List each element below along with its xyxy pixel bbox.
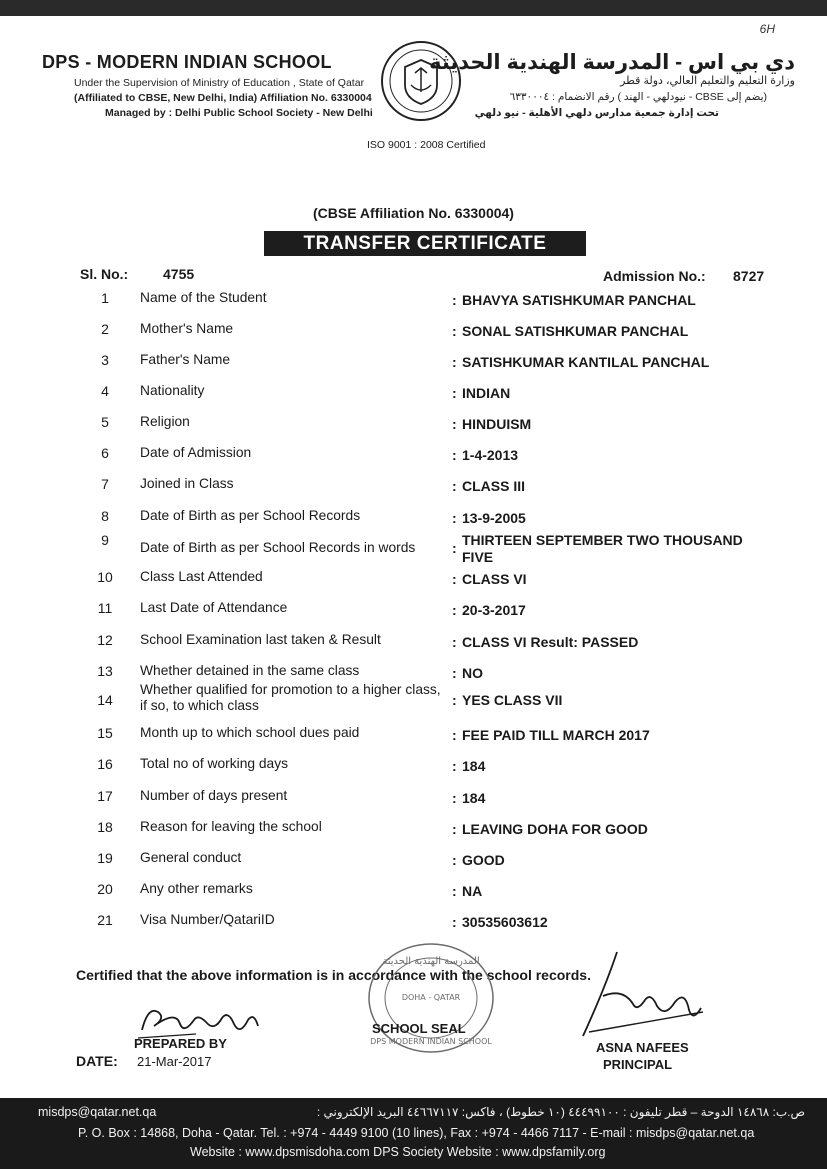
- school-name-arabic: دي بي اس - المدرسة الهندية الحديثة: [429, 51, 795, 74]
- row-number: 16: [97, 756, 113, 772]
- field-label: Visa Number/QatariID: [140, 912, 275, 927]
- table-row: [0, 476, 827, 504]
- table-row: [0, 600, 827, 628]
- table-row: [0, 569, 827, 597]
- admission-number-label: Admission No.:: [603, 268, 706, 284]
- field-separator: :: [452, 883, 457, 899]
- field-value: FEE PAID TILL MARCH 2017: [462, 727, 650, 743]
- principal-signature: [575, 948, 710, 1043]
- field-label: Last Date of Attendance: [140, 600, 288, 615]
- row-number: 7: [101, 476, 109, 492]
- principal-name: ASNA NAFEES: [596, 1040, 689, 1055]
- field-separator: :: [452, 692, 457, 708]
- field-label: Name of the Student: [140, 290, 267, 305]
- field-label: Religion: [140, 414, 190, 429]
- row-number: 15: [97, 725, 113, 741]
- field-separator: :: [452, 602, 457, 618]
- field-label: Number of days present: [140, 788, 288, 803]
- field-separator: :: [452, 478, 457, 494]
- field-separator: :: [452, 852, 457, 868]
- top-dark-band: [0, 0, 827, 16]
- serial-number-value: 4755: [163, 266, 195, 282]
- field-label: Date of Birth as per School Records: [140, 508, 361, 523]
- field-separator: :: [452, 914, 457, 930]
- footer-arabic-address: ص.ب: ١٤٨٦٨ الدوحة – قطر تليفون : ٤٤٤٩٩١٠٠ (١٠ خطوط) ، فاكس: ٤٤٦٦٧١١٧ البريد الإلكتروني :: [316, 1105, 805, 1119]
- row-number: 20: [97, 881, 113, 897]
- seal-school-text: DPS MODERN INDIAN SCHOOL: [370, 1037, 492, 1046]
- serial-number-label: Sl. No.:: [80, 266, 129, 282]
- principal-title: PRINCIPAL: [603, 1057, 673, 1072]
- table-row: [0, 788, 827, 816]
- affiliation-line-arabic: (يضم إلى CBSE - نيودلهي - الهند ) رقم الانضمام : ٦٣٣٠٠٠٤: [509, 91, 767, 103]
- field-label: Father's Name: [140, 352, 231, 367]
- field-label: Whether qualified for promotion to a higher class, if so, to which class: [140, 682, 441, 713]
- table-row: [0, 912, 827, 940]
- field-separator: :: [452, 323, 457, 339]
- row-number: 13: [97, 663, 113, 679]
- table-row: [0, 445, 827, 473]
- field-separator: :: [452, 571, 457, 587]
- row-number: 19: [97, 850, 113, 866]
- iso-certification: ISO 9001 : 2008 Certified: [367, 139, 486, 151]
- row-number: 5: [101, 414, 109, 430]
- table-row: [0, 414, 827, 442]
- field-value: 30535603612: [462, 914, 548, 930]
- row-number: 6: [101, 445, 109, 461]
- row-number: 1: [101, 290, 109, 306]
- row-number: 18: [97, 819, 113, 835]
- field-value: BHAVYA SATISHKUMAR PANCHAL: [462, 292, 696, 308]
- table-row: [0, 532, 827, 565]
- footer-contact-band: [0, 1098, 827, 1169]
- certification-statement: Certified that the above information is in accordance with the school records.: [76, 967, 591, 983]
- prepared-by-label: PREPARED BY: [134, 1036, 227, 1051]
- table-row: [0, 819, 827, 847]
- row-number: 4: [101, 383, 109, 399]
- table-row: [0, 290, 827, 318]
- field-label: Total no of working days: [140, 756, 289, 771]
- school-seal-label: SCHOOL SEAL: [372, 1021, 466, 1036]
- field-separator: :: [452, 665, 457, 681]
- field-value: NO: [462, 665, 483, 681]
- seal-city-text: DOHA - QATAR: [401, 993, 461, 1002]
- document-title: TRANSFER CERTIFICATE: [264, 231, 586, 256]
- row-number: 14: [97, 692, 113, 708]
- managed-by-line: Managed by : Delhi Public School Society - New Delhi: [105, 107, 373, 119]
- date-value: 21-Mar-2017: [137, 1054, 212, 1069]
- field-label: Nationality: [140, 383, 205, 398]
- field-value: CLASS VI: [462, 571, 527, 587]
- row-number: 12: [97, 632, 113, 648]
- row-number: 17: [97, 788, 113, 804]
- school-seal-stamp: [365, 940, 497, 1058]
- supervision-line: Under the Supervision of Ministry of Education , State of Qatar: [74, 77, 365, 89]
- field-separator: :: [452, 292, 457, 308]
- field-value: SONAL SATISHKUMAR PANCHAL: [462, 323, 689, 339]
- row-number: 9: [101, 532, 109, 548]
- table-row: [0, 383, 827, 411]
- field-label: Joined in Class: [140, 476, 234, 491]
- field-label: General conduct: [140, 850, 242, 865]
- table-row: [0, 632, 827, 660]
- field-value: INDIAN: [462, 385, 511, 401]
- date-label: DATE:: [76, 1053, 118, 1069]
- field-separator: :: [452, 634, 457, 650]
- field-value: 1-4-2013: [462, 447, 519, 463]
- table-row: [0, 756, 827, 784]
- field-separator: :: [452, 790, 457, 806]
- field-label: Whether detained in the same class: [140, 663, 360, 678]
- field-separator: :: [452, 385, 457, 401]
- field-value: SATISHKUMAR KANTILAL PANCHAL: [462, 354, 710, 370]
- row-number: 11: [97, 600, 113, 616]
- field-label: Date of Birth as per School Records in words: [140, 540, 416, 555]
- field-label: Class Last Attended: [140, 569, 263, 584]
- table-row: [0, 881, 827, 909]
- cbse-affiliation-title: (CBSE Affiliation No. 6330004): [313, 205, 514, 221]
- field-value: 20-3-2017: [462, 602, 526, 618]
- field-label: School Examination last taken & Result: [140, 632, 381, 647]
- row-number: 8: [101, 508, 109, 524]
- field-value: 13-9-2005: [462, 510, 526, 526]
- field-separator: :: [452, 821, 457, 837]
- ministry-line-arabic: وزارة التعليم والتعليم العالي، دولة قطر: [620, 75, 795, 87]
- table-row: [0, 352, 827, 380]
- field-separator: :: [452, 727, 457, 743]
- field-value: HINDUISM: [462, 416, 532, 432]
- field-label: Month up to which school dues paid: [140, 725, 360, 740]
- seal-arabic-text: المدرسة الهندية الحديثة: [382, 956, 480, 967]
- row-number: 10: [97, 569, 113, 585]
- field-label: Reason for leaving the school: [140, 819, 322, 834]
- footer-email: misdps@qatar.net.qa: [38, 1105, 157, 1119]
- field-value: LEAVING DOHA FOR GOOD: [462, 821, 648, 837]
- table-row: [0, 682, 827, 714]
- field-value: YES CLASS VII: [462, 692, 563, 708]
- field-value: CLASS VI Result: PASSED: [462, 634, 639, 650]
- field-value: 184: [462, 758, 486, 774]
- table-row: [0, 725, 827, 753]
- table-row: [0, 850, 827, 878]
- field-separator: :: [452, 540, 457, 556]
- field-separator: :: [452, 447, 457, 463]
- field-label: Date of Admission: [140, 445, 252, 460]
- table-row: [0, 321, 827, 349]
- footer-po-box-line: P. O. Box : 14868, Doha - Qatar. Tel. : +974 - 4449 9100 (10 lines), Fax : +974 - 4466 7117 - E-mail : misdps@qatar.net.qa: [78, 1126, 755, 1140]
- school-name-english: DPS - MODERN INDIAN SCHOOL: [42, 52, 332, 72]
- admission-number-value: 8727: [733, 268, 765, 284]
- affiliation-line: (Affiliated to CBSE, New Delhi, India) Affiliation No. 6330004: [74, 92, 372, 104]
- field-value: 184: [462, 790, 486, 806]
- field-separator: :: [452, 354, 457, 370]
- field-separator: :: [452, 510, 457, 526]
- field-value: NA: [462, 883, 483, 899]
- field-label: Mother's Name: [140, 321, 234, 336]
- row-number: 3: [101, 352, 109, 368]
- field-label: Any other remarks: [140, 881, 253, 896]
- footer-websites: Website : www.dpsmisdoha.com DPS Society Website : www.dpsfamily.org: [190, 1145, 606, 1159]
- row-number: 2: [101, 321, 109, 337]
- field-separator: :: [452, 758, 457, 774]
- field-value: CLASS III: [462, 478, 526, 494]
- row-number: 21: [97, 912, 113, 928]
- field-value: THIRTEEN SEPTEMBER TWO THOUSAND FIVE: [462, 532, 743, 565]
- field-separator: :: [452, 416, 457, 432]
- field-value: GOOD: [462, 852, 505, 868]
- handwritten-page-mark: 6H: [759, 22, 775, 36]
- managed-line-arabic: تحت إدارة جمعية مدارس دلهي الأهلية - نيو دلهي: [474, 107, 719, 119]
